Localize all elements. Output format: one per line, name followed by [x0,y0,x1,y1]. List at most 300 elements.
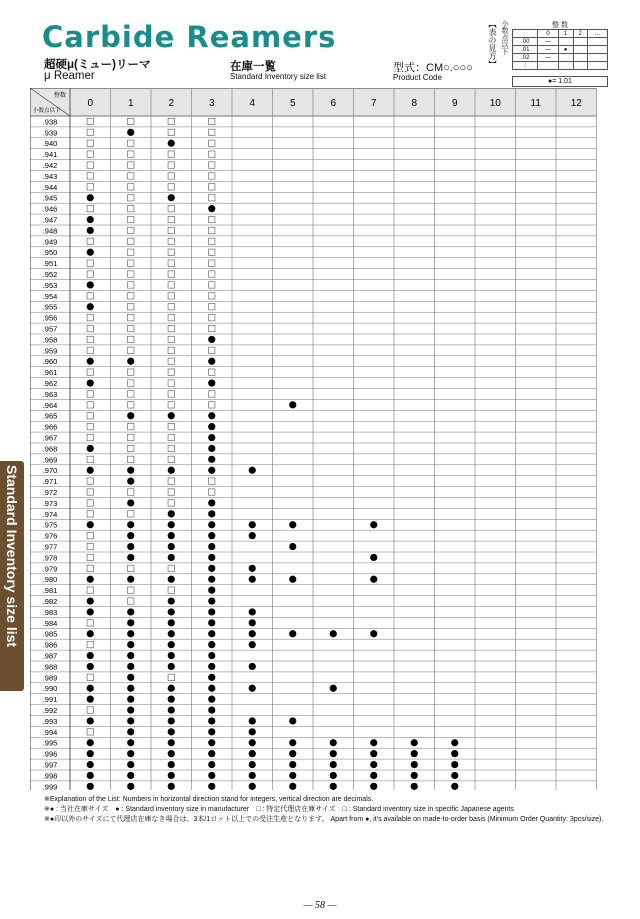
row-label: .975 [42,520,58,530]
stock-dot [249,750,256,757]
row-label: .997 [42,760,58,770]
stock-dot [208,445,215,452]
legend-cell [587,54,607,62]
side-tab [0,461,24,691]
agent-square [168,216,174,222]
agent-square [128,598,134,604]
row-label: .986 [42,640,58,650]
stock-dot [127,554,134,561]
agent-square [128,369,134,375]
stock-dot [249,728,256,735]
agent-square [168,129,174,135]
agent-square [87,620,93,626]
stock-dot [208,576,215,583]
agent-square [168,445,174,451]
agent-square [128,314,134,320]
agent-square [128,151,134,157]
agent-square [128,173,134,179]
stock-dot [208,663,215,670]
agent-square [209,184,215,190]
stock-dot [127,739,134,746]
stock-dot [127,576,134,583]
agent-square [87,587,93,593]
agent-square [128,118,134,124]
legend-cell [573,38,587,46]
agent-square [209,151,215,157]
legend-label: 【表の見方】 [488,20,497,68]
row-label: .984 [42,618,58,628]
agent-square [87,565,93,571]
stock-dot [168,521,175,528]
stock-dot [87,445,94,452]
corner-integer-label: 整数 [53,93,66,99]
stock-dot [208,685,215,692]
agent-square [209,402,215,408]
row-label: .982 [42,597,58,606]
legend-corner [513,30,538,38]
legend-col: 0 [538,30,558,38]
legend-cell [538,62,558,70]
row-label: .971 [42,477,58,487]
stock-dot [330,739,337,746]
agent-square [209,325,215,331]
stock-dot [87,652,94,659]
agent-square [87,489,93,495]
stock-dot [168,412,175,419]
stock-dot [208,608,215,615]
agent-square [209,369,215,375]
legend-cell: — [538,46,558,54]
stock-dot [87,696,94,703]
row-label: .967 [42,433,58,443]
agent-square [168,434,174,440]
agent-square [87,402,93,408]
stock-dot [87,576,94,583]
stock-dot [208,543,215,550]
corner-decimal-label: 小数点以下 [33,108,61,114]
stock-dot [127,478,134,485]
stock-dot [289,543,296,550]
legend-cell [558,38,573,46]
stock-dot [168,597,175,604]
stock-dot [127,412,134,419]
stock-dot [451,772,458,779]
stock-dot [249,739,256,746]
stock-dot [127,532,134,539]
stock-dot [87,521,94,528]
agent-square [128,456,134,462]
agent-square [87,140,93,146]
stock-dot [168,641,175,648]
stock-dot [208,706,215,713]
agent-square [87,369,93,375]
agent-square [87,532,93,538]
stock-dot [87,227,94,234]
agent-square [128,195,134,201]
stock-dot [330,761,337,768]
stock-dot [208,750,215,757]
agent-square [87,173,93,179]
stock-dot [208,412,215,419]
stock-dot [208,358,215,365]
stock-dot [208,641,215,648]
agent-square [128,249,134,255]
stock-dot [87,761,94,768]
stock-dot [208,587,215,594]
stock-dot [168,652,175,659]
agent-square [168,184,174,190]
stock-dot [87,630,94,637]
column-header: 5 [289,98,296,109]
stock-dot [208,521,215,528]
legend-cell: ● [558,46,573,54]
stock-dot [127,750,134,757]
stock-dot [168,685,175,692]
agent-square [128,402,134,408]
agent-square [128,511,134,517]
agent-square [168,369,174,375]
agent-square [168,391,174,397]
row-label: .951 [42,259,58,269]
stock-dot [87,783,94,790]
stock-dot [289,521,296,528]
legend-example: ●= 1.01 [512,76,608,87]
agent-square [209,140,215,146]
agent-square [209,118,215,124]
stock-dot [370,772,377,779]
stock-dot [208,554,215,561]
stock-dot [168,717,175,724]
stock-dot [208,783,215,790]
row-label: .945 [42,193,58,203]
stock-dot [127,129,134,136]
agent-square [128,293,134,299]
agent-square [209,129,215,135]
agent-square [209,391,215,397]
stock-dot [87,358,94,365]
agent-square [209,249,215,255]
row-label: .992 [42,706,58,715]
row-label: .939 [42,128,58,138]
row-label: .972 [42,488,58,497]
stock-dot [249,663,256,670]
legend-table [512,29,608,70]
agent-square [87,205,93,211]
legend-col: … [587,30,607,38]
agent-square [168,500,174,506]
stock-dot [289,739,296,746]
stock-dot [87,194,94,201]
row-label: .978 [42,553,58,563]
row-label: .964 [42,400,58,410]
row-label: .981 [42,586,58,596]
stock-dot [249,565,256,572]
stock-dot [289,772,296,779]
stock-dot [289,750,296,757]
agent-square [87,325,93,331]
agent-square [209,293,215,299]
agent-square [87,500,93,506]
legend-cell [558,62,573,70]
row-label: .950 [42,248,58,258]
stock-dot [208,597,215,604]
row-label: .990 [42,684,58,694]
column-header: 7 [370,98,377,109]
agent-square [209,216,215,222]
stock-dot [127,696,134,703]
legend-row: .00 [513,38,538,46]
agent-square [209,271,215,277]
agent-square [128,271,134,277]
column-header: 3 [208,98,215,109]
row-label: .965 [42,411,58,421]
agent-square [87,391,93,397]
agent-square [128,336,134,342]
stock-dot [127,641,134,648]
column-header: 10 [489,98,501,109]
row-label: .955 [42,302,58,312]
stock-dot [208,652,215,659]
agent-square [168,227,174,233]
agent-square [128,205,134,211]
stock-dot [208,674,215,681]
agent-square [168,380,174,386]
row-label: .948 [42,226,58,236]
stock-dot [411,739,418,746]
stock-dot [168,761,175,768]
stock-dot [370,739,377,746]
note-line: ※●印以外のサイズにて代理店在庫なき場合は、3本/1ロット以上での受注生産となります。 Apart from ●, it's available on made-to-order basis (Minimum Order Quantity: 3pcs/size). [44,816,604,823]
subtitle-jp: 超硬μ(ミュー)リーマ [44,59,151,71]
agent-square [209,347,215,353]
stock-dot [208,499,215,506]
row-label: .993 [42,716,58,726]
agent-square [168,151,174,157]
legend-row: .02 [513,54,538,62]
stock-dot [289,717,296,724]
agent-square [168,325,174,331]
agent-square [128,423,134,429]
agent-square [87,129,93,135]
agent-square [168,238,174,244]
stock-dot [411,783,418,790]
stock-dot [208,717,215,724]
stock-dot [208,619,215,626]
row-label: .974 [42,509,58,519]
stock-dot [127,761,134,768]
agent-square [128,587,134,593]
row-label: .983 [42,607,58,617]
stock-dot [249,576,256,583]
agent-square [168,587,174,593]
stock-dot [127,521,134,528]
agent-square [128,434,134,440]
agent-square [168,358,174,364]
column-header: 1 [127,98,134,109]
legend-cell [558,54,573,62]
stock-dot [249,783,256,790]
row-label: .979 [42,564,58,574]
agent-square [128,216,134,222]
stock-dot [249,467,256,474]
agent-square [128,304,134,310]
stock-dot [168,608,175,615]
stock-dot [168,696,175,703]
legend-cell [573,46,587,54]
stock-dot [208,532,215,539]
agent-square [168,478,174,484]
agent-square [87,314,93,320]
agent-square [168,336,174,342]
row-label: .940 [42,139,58,149]
stock-dot [451,750,458,757]
agent-square [128,489,134,495]
stock-dot [249,685,256,692]
row-label: .987 [42,651,58,661]
stock-dot [249,761,256,768]
row-label: .999 [42,782,58,790]
row-label: .969 [42,455,58,465]
agent-square [168,402,174,408]
stock-dot [249,641,256,648]
stock-dot [208,205,215,212]
legend-col: 1 [558,30,573,38]
stock-dot [330,783,337,790]
agent-square [168,173,174,179]
agent-square [87,554,93,560]
column-header: 2 [168,98,175,109]
agent-square [168,282,174,288]
agent-square [168,674,174,680]
row-label: .944 [42,182,58,192]
row-label: .996 [42,749,58,759]
stock-dot [289,761,296,768]
agent-square [87,118,93,124]
agent-square [168,271,174,277]
stock-dot [370,554,377,561]
stock-dot [208,630,215,637]
stock-dot [168,739,175,746]
inventory-title-jp: 在庫一覧 [230,61,276,73]
stock-dot [168,706,175,713]
row-label: .998 [42,771,58,781]
agent-square [87,347,93,353]
row-label: .989 [42,673,58,683]
legend-row: .01 [513,46,538,54]
stock-dot [127,728,134,735]
stock-dot [168,532,175,539]
row-label: .985 [42,629,58,639]
stock-dot [87,379,94,386]
stock-dot [208,739,215,746]
column-header: 11 [530,98,541,109]
stock-dot [208,456,215,463]
legend-cell [587,46,607,54]
agent-square [168,118,174,124]
stock-dot [330,685,337,692]
stock-dot [87,597,94,604]
product-code-jp: 型式：CM○.○○○ [393,62,473,74]
column-header: 6 [330,98,337,109]
stock-dot [127,652,134,659]
row-label: .956 [42,313,58,323]
agent-square [168,565,174,571]
agent-square [87,238,93,244]
stock-dot [330,630,337,637]
agent-square [168,205,174,211]
stock-dot [411,761,418,768]
stock-dot [208,696,215,703]
row-label: .963 [42,389,58,399]
stock-dot [249,630,256,637]
stock-dot [127,467,134,474]
stock-dot [168,194,175,201]
agent-square [209,260,215,266]
agent-square [209,173,215,179]
agent-square [87,478,93,484]
agent-square [87,260,93,266]
page-title: Carbide Reamers [42,20,337,54]
row-label: .966 [42,422,58,432]
row-label: .973 [42,498,58,508]
row-label: .952 [42,270,58,279]
agent-square [209,238,215,244]
row-label: .954 [42,291,58,301]
legend-col: 2 [573,30,587,38]
column-header: 12 [570,98,582,109]
agent-square [87,434,93,440]
stock-dot [289,401,296,408]
stock-dot [249,521,256,528]
agent-square [168,249,174,255]
stock-dot [127,663,134,670]
stock-dot [208,379,215,386]
row-label: .959 [42,346,58,356]
agent-square [87,729,93,735]
stock-dot [370,783,377,790]
stock-dot [249,619,256,626]
stock-dot [168,619,175,626]
row-label: .953 [42,280,58,290]
agent-square [128,162,134,168]
stock-dot [208,565,215,572]
column-header: 0 [87,98,94,109]
stock-dot [168,772,175,779]
agent-square [209,304,215,310]
row-label: .980 [42,575,58,585]
agent-square [87,641,93,647]
stock-dot [208,728,215,735]
note-line: ※Explanation of the List: Numbers in horizontal direction stand for integers, vertical direction are decimals. [44,796,374,803]
agent-square [168,347,174,353]
stock-dot [127,717,134,724]
notes [44,795,624,825]
agent-square [128,184,134,190]
row-label: .976 [42,531,58,541]
note-line: ※● : 当社在庫サイズ ● : Standard inventory size in manufacturer □ : 特定代理店在庫サイズ □ : Standard inventory size in specific Japanese agents [44,806,514,813]
agent-square [168,456,174,462]
row-label: .938 [42,117,58,127]
stock-dot [168,543,175,550]
stock-dot [168,750,175,757]
agent-square [128,445,134,451]
agent-square [168,423,174,429]
stock-dot [127,630,134,637]
stock-dot [87,467,94,474]
subtitle-en: μ Reamer [44,70,95,82]
column-header: 9 [451,98,458,109]
stock-dot [87,685,94,692]
